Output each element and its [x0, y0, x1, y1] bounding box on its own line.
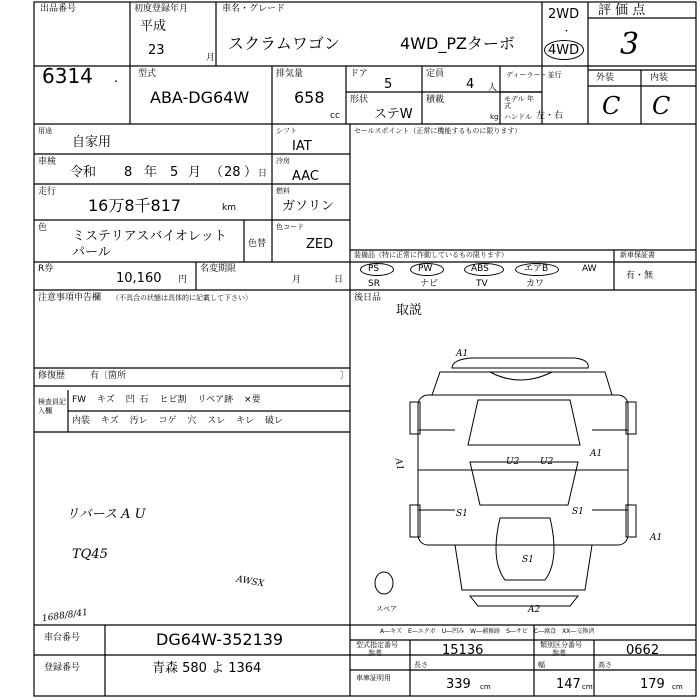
width-label: 幅 — [538, 661, 545, 669]
inspection-day-close: ） — [244, 165, 258, 180]
warranty-label: 新車保証書 — [620, 251, 655, 259]
chassis-label: 車台番号 — [44, 633, 81, 643]
dealer-label: ディーラー・並行 — [506, 71, 562, 79]
inspector-row1-item: リペア跡 — [197, 395, 234, 405]
usage-label: 用途 — [38, 127, 52, 135]
inspector-row1-item: ×要 — [244, 395, 261, 405]
plate-value: 青森 580 よ 1364 — [152, 661, 262, 676]
color-label: 色 — [38, 223, 48, 233]
name-change-month-unit: 月 — [292, 275, 302, 285]
load-unit: kg — [490, 113, 499, 121]
inspection-day-open: （ — [210, 165, 224, 180]
drive-4wd: 4WD — [548, 43, 580, 58]
damage-mark: A1 — [650, 533, 663, 543]
type-designation-label: 型式指定番号 — [356, 641, 398, 649]
repair-close: 〕 — [340, 371, 350, 381]
first-registration-label: 初度登録年月 — [134, 4, 189, 14]
length-label: 長さ — [414, 661, 428, 669]
inspector-row2-item: 破レ — [264, 416, 283, 426]
recycle-unit: 円 — [178, 275, 188, 285]
shape-value: ステW — [374, 107, 413, 122]
handwritten-note-4: 1688/8/41 — [41, 607, 89, 625]
damage-mark: U2 — [540, 457, 554, 467]
inspection-era: 令和 — [70, 165, 97, 180]
equipment-abs: ABS — [471, 264, 489, 274]
car-name: スクラムワゴン — [228, 34, 340, 53]
inspector-row2-item: 汚レ — [129, 416, 148, 426]
damage-mark: A2 — [528, 605, 541, 615]
inspector-row1 — [72, 396, 261, 405]
equipment-sr: SR — [368, 279, 380, 289]
height-value: 179 — [640, 677, 665, 692]
height-unit: cm — [672, 683, 683, 691]
lot-number-label: 出品番号 — [40, 4, 77, 14]
fuel-label: 燃料 — [276, 187, 290, 195]
inspection-day-unit: 日 — [258, 169, 268, 179]
damage-mark: A1 — [392, 457, 405, 472]
recycle-label: R券 — [38, 264, 54, 274]
class-number-label: 類別区分番号 — [540, 641, 582, 649]
type-designation-value: 15136 — [442, 643, 484, 658]
lot-number: 6314 — [42, 64, 93, 88]
class-number-sub: 参考 — [552, 649, 566, 657]
inspector-row2-item: 穴 — [187, 416, 197, 426]
lot-number-mark: . — [114, 71, 119, 86]
handle-value: 左・右 — [536, 111, 564, 121]
model-value: ABA-DG64W — [150, 88, 250, 107]
ac-value: AAC — [292, 169, 319, 184]
inspector-row2-item: キズ — [100, 416, 119, 426]
equipment-ps: PS — [368, 264, 380, 274]
color-change-label: 色替 — [248, 239, 267, 249]
inspection-label: 車検 — [38, 157, 57, 167]
repair-value: 有〔箇所 — [90, 371, 127, 381]
shape-label: 形状 — [350, 95, 369, 105]
plate-label: 登録番号 — [44, 663, 81, 673]
capacity-unit: 人 — [488, 83, 498, 93]
fuel-value: ガソリン — [282, 199, 335, 214]
notes-label: 注意事項申告欄 — [38, 293, 102, 303]
doors-label: ドア — [350, 69, 368, 79]
equipment-leather: カワ — [526, 279, 545, 289]
displacement-unit: cc — [330, 111, 340, 121]
inspector-row1-item: 石 — [139, 395, 149, 405]
damage-legend: A―キズ E―エクボ U―凹み W―補修跡 S―サビ C―腐食 XX―交換済 — [380, 628, 595, 635]
name-change-label: 名変期限 — [200, 264, 237, 274]
warranty-value: 有・無 — [626, 271, 654, 281]
inspector-row2-item: スレ — [207, 416, 226, 426]
damage-mark: S1 — [572, 507, 584, 517]
recycle-value: 10,160 — [116, 271, 162, 286]
usage-value: 自家用 — [72, 135, 112, 150]
drive-separator: ・ — [562, 27, 572, 37]
mileage-value: 16万8千817 — [88, 196, 182, 215]
inspector-row2-item: コゲ — [158, 416, 177, 426]
first-registration-era: 平成 — [140, 19, 167, 34]
inspection-year-unit: 年 — [144, 165, 158, 180]
damage-mark: U2 — [506, 457, 520, 467]
load-label: 積載 — [426, 95, 445, 105]
notes-sub: （不具合の状態は具体的に記載して下さい） — [112, 294, 252, 302]
length-value: 339 — [446, 677, 471, 692]
score-value: 3 — [620, 27, 640, 62]
equipment-airbag: エアB — [524, 264, 549, 274]
exterior-grade: C — [602, 92, 621, 120]
inspection-month-unit: 月 — [188, 165, 202, 180]
handwritten-note-3: AWSX — [235, 574, 265, 590]
score-label: 評 価 点 — [598, 3, 646, 18]
width-value: 147 — [556, 677, 581, 692]
inspector-row2-item: 内装 — [72, 416, 91, 426]
color-value-line2: パール — [72, 245, 111, 260]
equipment-navi: ナビ — [420, 279, 439, 289]
inspector-row2-item: キレ — [236, 416, 255, 426]
equipment-aw: AW — [582, 264, 597, 274]
handwritten-note-2: TQ45 — [72, 547, 108, 562]
exterior-grade-label: 外装 — [596, 73, 615, 83]
class-number-value: 0662 — [626, 643, 660, 658]
model-label: 型式 — [138, 69, 157, 79]
damage-mark: S1 — [456, 509, 468, 519]
chassis-value: DG64W-352139 — [156, 630, 284, 649]
damage-mark: A1 — [456, 349, 469, 359]
drive-2wd: 2WD — [548, 7, 580, 22]
type-designation-sub: 参考 — [368, 649, 382, 657]
inspector-row1-item: キズ — [96, 395, 115, 405]
capacity-label: 定員 — [426, 69, 445, 79]
interior-grade-label: 内装 — [650, 73, 669, 83]
interior-grade: C — [652, 92, 671, 120]
sales-point-label: セールスポイント（正常に機能するものに限ります） — [354, 127, 522, 135]
shift-label: シフト — [276, 127, 297, 135]
capacity-value: 4 — [466, 77, 475, 92]
damage-mark: A1 — [590, 449, 603, 459]
repair-label: 修復歴 — [38, 371, 66, 381]
car-diagram — [375, 358, 636, 606]
inspection-month: 5 — [170, 165, 179, 180]
shift-value: IAT — [292, 139, 312, 154]
color-value-line1: ミステリアスバイオレット — [72, 229, 227, 244]
inspection-year: 8 — [124, 165, 133, 180]
inspector-row2 — [72, 417, 283, 426]
model-year-label: モデル 年式 — [504, 95, 534, 110]
name-change-day-unit: 日 — [334, 275, 344, 285]
equipment-pw: PW — [418, 264, 433, 274]
inspector-row1-item: 凹 — [125, 395, 135, 405]
ac-label: 冷房 — [276, 157, 290, 165]
inspector-row1-item: FW — [72, 395, 87, 405]
after-sales-label: 後日品 — [354, 293, 382, 303]
displacement-label: 排気量 — [276, 69, 304, 79]
after-sales-value: 取説 — [396, 303, 423, 318]
first-registration-year: 23 — [148, 43, 165, 58]
car-grade: 4WD_PZターボ — [400, 34, 515, 53]
equipment-label: 装備品（特に正常に作動しているもの限ります） — [354, 251, 508, 259]
color-code: ZED — [306, 237, 334, 252]
inspector-label: 検査員記入欄 — [38, 398, 66, 416]
length-unit: cm — [480, 683, 491, 691]
damage-mark: S1 — [522, 555, 534, 565]
handle-label: ハンドル — [504, 113, 532, 121]
equipment-tv: TV — [476, 279, 488, 289]
spare-label: スペア — [376, 605, 397, 613]
inspector-row1-item: ヒビ割 — [159, 395, 187, 405]
handwritten-note-1: リバース A U — [66, 507, 146, 522]
displacement-value: 658 — [294, 88, 325, 107]
first-registration-month-unit: 月 — [206, 53, 216, 63]
height-label: 高さ — [598, 661, 612, 669]
mileage-unit: km — [222, 203, 236, 213]
width-unit: cm — [582, 683, 593, 691]
color-code-label: 色コード — [276, 223, 304, 231]
dimensions-label: 車庫証明用 — [356, 674, 391, 682]
mileage-label: 走行 — [38, 187, 57, 197]
car-name-label: 車名・グレード — [222, 4, 286, 14]
inspection-day: 28 — [224, 165, 241, 180]
doors-value: 5 — [384, 77, 393, 92]
